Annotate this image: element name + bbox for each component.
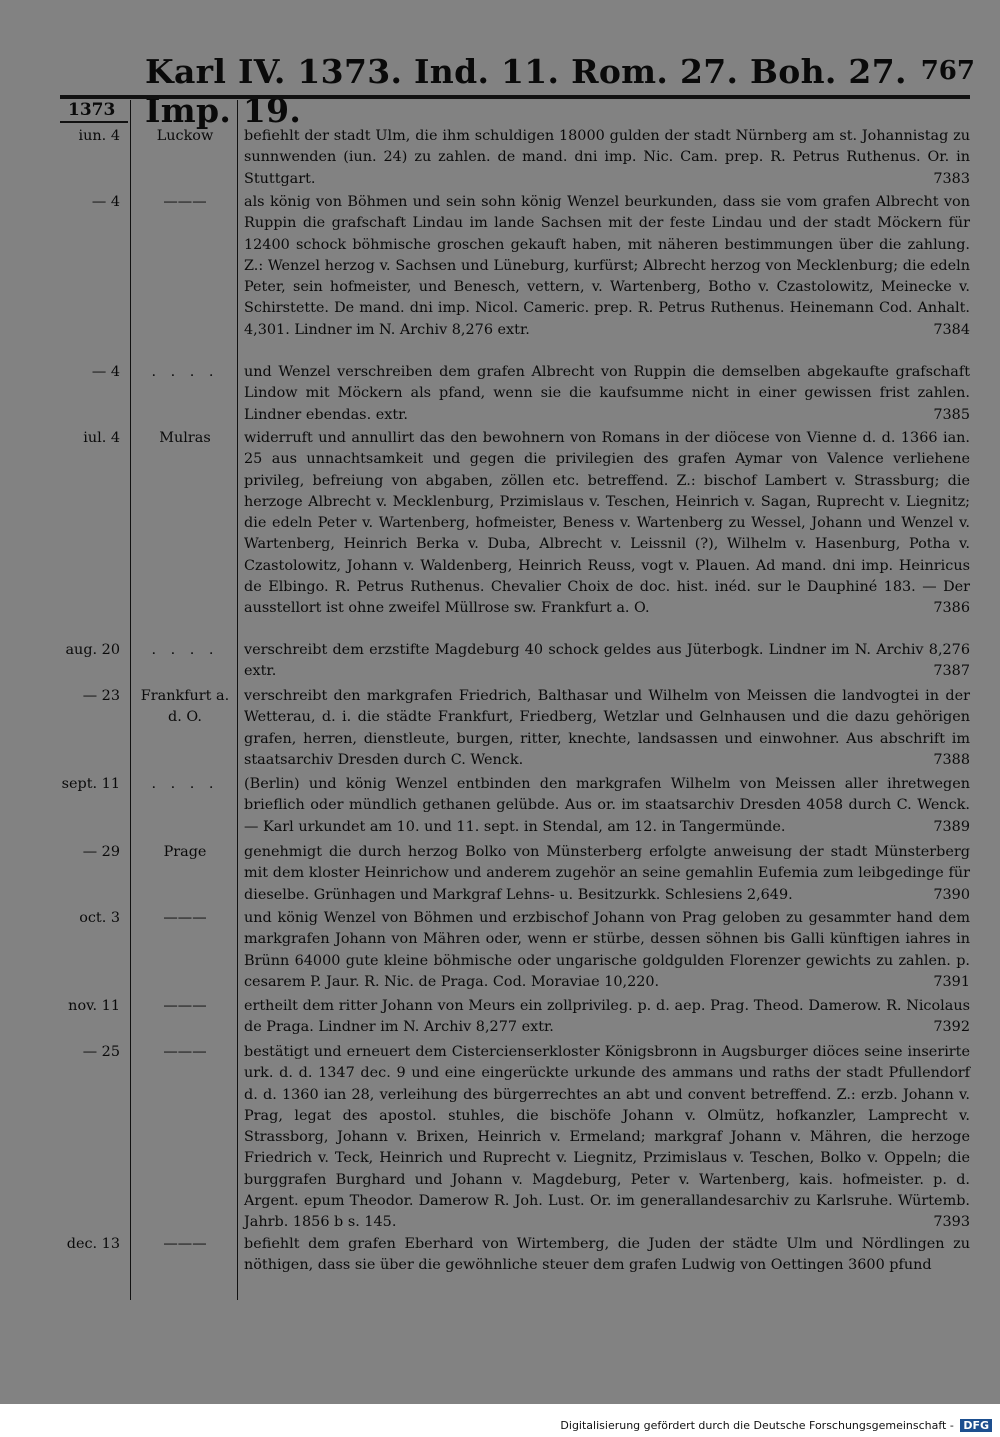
entry-place: Mulras bbox=[159, 430, 211, 446]
entry-number: 7391 bbox=[933, 973, 970, 990]
entry-place: . . . . bbox=[151, 776, 219, 792]
entry-number: 7393 bbox=[933, 1214, 970, 1231]
entry-number: 7390 bbox=[933, 886, 970, 903]
entry-place: . . . . bbox=[151, 642, 219, 658]
entry-place: Prage bbox=[163, 844, 207, 860]
entry-number: 7383 bbox=[933, 170, 970, 187]
entry-text: bestätigt und erneuert dem Cistercienserkloster Königsbronn in Augsburger diöces seine inserirte urk. d. d. 1347 dec. 9 und eine eingerückte urkunde des ammans und raths der stadt Pfullendorf d. d. 1360 ian 28, verleihung des bürgerrechtes an abt und convent betreffend. Z.: erzb. Johann v. Prag, legat des apostol. stuhles, die bischöfe Johann v. Olmütz, hofkanzler, Lamprecht v. Strassborg, Johann v. Brixen, Heinrich v. Ermeland; markgraf Johann v. Mähren, die herzoge Friedrich v. Teck, Heinrich und Ruprecht v. Liegnitz, Przimislaus v. Teschen, Bolko v. Oppeln; die burggrafen Burghard und Johann v. Magdeburg, Peter v. Wartenberg, kais. hofmeister. p. d. Argent. epum Theodor. Damerow R. Joh. Lust. Or. im generallandesarchiv zu Karlsruhe. Würtemb. Jahrb. 1856 b s. 145. 7393 bbox=[244, 1042, 970, 1234]
entry-date: aug. 20 bbox=[65, 642, 120, 658]
entry-number: 7392 bbox=[933, 1019, 970, 1036]
page-header bbox=[145, 52, 975, 130]
entry-date: sept. 11 bbox=[61, 776, 120, 792]
entry-place: ——— bbox=[163, 1236, 207, 1252]
entry-date: iun. 4 bbox=[78, 128, 120, 144]
entry-text: als könig von Böhmen und sein sohn könig Wenzel beurkunden, dass sie vom grafen Albrecht von Ruppin die grafschaft Lindau im lande Sachsen mit der feste Lindau und der stadt Möckern für 12400 schock böhmische groschen gekauft haben, mit näheren bestimmungen über die zahlung. Z.: Wenzel herzog v. Sachsen und Lüneburg, kurfürst; Albrecht herzog von Mecklenburg; die edeln Peter, sein hofmeister, und Benesch, vettern, v. Wartenberg, Botho v. Czastolowitz, Meinecke v. Schirstette. De mand. dni imp. Nicol. Cameric. prep. R. Petrus Ruthenus. Heinemann Cod. Anhalt. 4,301. Lindner im N. Archiv 8,276 extr. 7384 bbox=[244, 192, 970, 341]
year-underline bbox=[60, 121, 128, 123]
entry-number: 7388 bbox=[933, 751, 970, 768]
dfg-logo[interactable]: DFG bbox=[960, 1419, 992, 1432]
entry-number: 7389 bbox=[933, 818, 970, 835]
entry-place: Luckow bbox=[156, 128, 214, 144]
entry-date: — 4 bbox=[91, 194, 120, 210]
entry-date: iul. 4 bbox=[83, 430, 120, 446]
entry-place: ——— bbox=[163, 998, 207, 1014]
entry-text: befiehlt dem grafen Eberhard von Wirtemberg, die Juden der städte Ulm und Nördlingen zu nöthigen, dass sie über die gewöhnliche steuer dem grafen Ludwig von Oettingen 3600 pfund bbox=[244, 1236, 970, 1274]
entry-number: 7384 bbox=[933, 321, 970, 338]
header-rule bbox=[60, 95, 970, 99]
entry-date: — 4 bbox=[91, 364, 120, 380]
entry-number: 7387 bbox=[933, 663, 970, 680]
entry-text: befiehlt der stadt Ulm, die ihm schuldigen 18000 gulden der stadt Nürnberg am st. Johannistag zu sunnwenden (iun. 24) zu zahlen. de mand. dni imp. Nic. Cam. prep. R. Petrus Ruthenus. Or. in Stuttgart. 7383 bbox=[244, 126, 970, 190]
year-label: 1373 bbox=[68, 100, 116, 120]
entry-place: ——— bbox=[163, 1044, 207, 1060]
entry-text: und könig Wenzel von Böhmen und erzbischof Johann von Prag geloben zu gesammter hand dem markgrafen Johann von Mähren oder, wenn er stürbe, dessen söhnen bis Galli künftigen iahres in Brünn 64000 gute kleine böhmische oder ungarische goldgulden Florenzer gewichts zu zahlen. p. cesarem P. Jaur. R. Nic. de Praga. Cod. Moraviae 10,220. 7391 bbox=[244, 908, 970, 993]
entry-place: ——— bbox=[163, 194, 207, 210]
entry-text: verschreibt dem erzstifte Magdeburg 40 schock geldes aus Jüterbogk. Lindner im N. Archiv 8,276 extr. 7387 bbox=[244, 640, 970, 683]
entry-text: widerruft und annullirt das den bewohnern von Romans in der diöcese von Vienne d. d. 1366 ian. 25 aus unnachtsamkeit und gegen die privilegien des grafen Aymar von Valence verliehene privileg, befreiung von abgaben, zöllen etc. betreffend. Z.: bischof Lambert v. Strassburg; die herzoge Albrecht v. Mecklenburg, Przimislaus v. Teschen, Heinrich v. Sagan, Ruprecht v. Liegnitz; die edeln Peter v. Wartenberg, hofmeister, Beness v. Wartenberg zu Wessel, Johann und Wenzel v. Wartenberg, Heinrich Berka v. Duba, Albrecht v. Leissnil (?), Wilhelm v. Hasenburg, Potha v. Czastolowitz, Johann v. Waldenberg, Heinrich Reuss, vogt v. Plauen. Ad mand. dni imp. Heinricus de Elbingo. R. Petrus Ruthenus. Chevalier Choix de doc. hist. inéd. sur le Dauphiné 183. — Der ausstellort ist ohne zweifel Müllrose sw. Frankfurt a. O. 7386 bbox=[244, 428, 970, 620]
column-divider-place bbox=[237, 100, 238, 1300]
entry-date: oct. 3 bbox=[79, 910, 120, 926]
entry-place: Frankfurt a. d. O. bbox=[140, 688, 230, 726]
entry-date: — 23 bbox=[82, 688, 120, 704]
page-number: 767 bbox=[920, 56, 975, 86]
entry-date: dec. 13 bbox=[66, 1236, 120, 1252]
digitization-credit bbox=[560, 1419, 992, 1432]
credit-text: Digitalisierung gefördert durch die Deutsche Forschungsgemeinschaft - bbox=[560, 1419, 954, 1432]
entry-text: verschreibt den markgrafen Friedrich, Balthasar und Wilhelm von Meissen die landvogtei in der Wetterau, d. i. die städte Frankfurt, Friedberg, Wetzlar und Gelnhausen und die dazu gehörigen grafen, herren, dienstleute, burgen, ritter, knechte, landsassen und einwohner. Aus abschrift im staatsarchiv Dresden durch C. Wenck. 7388 bbox=[244, 686, 970, 771]
entry-text: genehmigt die durch herzog Bolko von Münsterberg erfolgte anweisung der stadt Münsterberg mit dem kloster Heinrichow und anderem zugehör an seine gemahlin Eufemia zum leibgedinge für dieselbe. Grünhagen und Markgraf Lehns- u. Besitzurkk. Schlesiens 2,649. 7390 bbox=[244, 842, 970, 906]
entry-number: 7385 bbox=[933, 406, 970, 423]
entry-place: . . . . bbox=[151, 364, 219, 380]
entry-date: nov. 11 bbox=[68, 998, 120, 1014]
column-divider-date bbox=[130, 100, 131, 1300]
running-title: Karl IV. 1373. Ind. 11. Rom. 27. Boh. 27. Imp. 19. bbox=[145, 52, 907, 130]
entry-text: (Berlin) und könig Wenzel entbinden den markgrafen Wilhelm von Meissen aller ihretwegen brieflich oder mündlich gethanen gelübde. Aus or. im staatsarchiv Dresden 4058 durch C. Wenck. — Karl urkundet am 10. und 11. sept. in Stendal, am 12. in Tangermünde. 7389 bbox=[244, 774, 970, 838]
entry-date: — 29 bbox=[82, 844, 120, 860]
entry-text: und Wenzel verschreiben dem grafen Albrecht von Ruppin die demselben abgekaufte grafschaft Lindow mit Möckern als pfand, wenn sie die kaufsumme nicht in einer gewissen frist zahlen. Lindner ebendas. extr. 7385 bbox=[244, 362, 970, 426]
entry-text: ertheilt dem ritter Johann von Meurs ein zollprivileg. p. d. aep. Prag. Theod. Damerow. R. Nicolaus de Praga. Lindner im N. Archiv 8,277 extr. 7392 bbox=[244, 996, 970, 1039]
entry-date: — 25 bbox=[82, 1044, 120, 1060]
entry-place: ——— bbox=[163, 910, 207, 926]
entry-number: 7386 bbox=[933, 600, 970, 617]
